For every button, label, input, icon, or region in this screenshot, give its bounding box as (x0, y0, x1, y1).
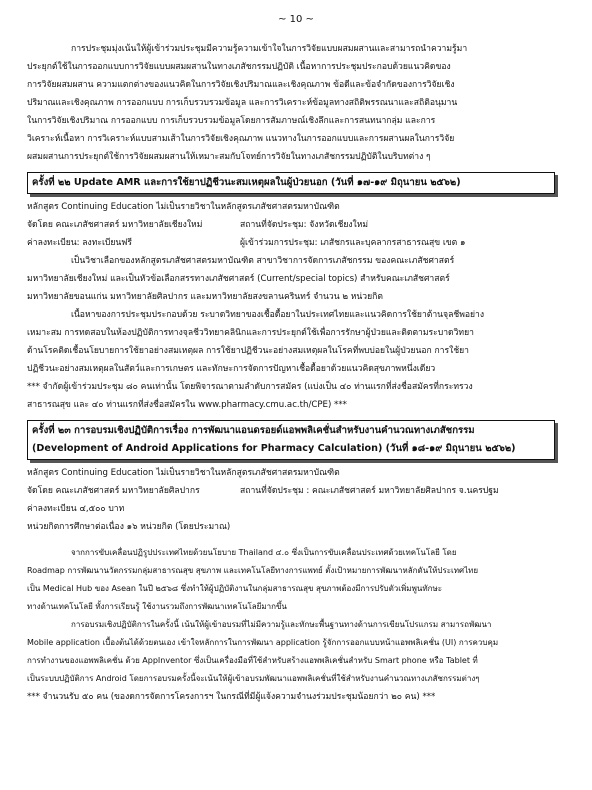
venue: สถานที่จัดประชุม: จังหวัดเชียงใหม่ (240, 220, 369, 230)
section-22-paragraph-1 (27, 252, 557, 306)
organizer-row (27, 482, 557, 500)
text-line: ทางด้านเทคโนโลยี ทั้งการเรียนรู้ ใช้งานรวมถึงการพัฒนาเทคโนโลยีมากขึ้น (27, 602, 287, 611)
section-23-paragraph-1 (27, 544, 557, 616)
section-22-heading (27, 172, 555, 194)
text-line: การอบรมเชิงปฏิบัติการในครั้งนี้ เน้นให้ผู้เข้าอบรมที่ไม่มีความรู้และทักษะพื้นฐานทางด้านการเขียนโปรแกรม สามารถพัฒนา (71, 620, 492, 629)
text-line: เป็นวิชาเลือกของหลักสูตรเภสัชศาสตรมหาบัณฑิต สาขาวิชาการจัดการเภสัชกรรม ของคณะเภสัชศาสตร์ (71, 256, 455, 266)
participants: ผู้เข้าร่วมการประชุม: เภสัชกรและบุคลากรสาธารณสุข เขต ๑ (240, 238, 466, 248)
text-line: เนื้อหาของการประชุมประกอบด้วย ระบาดวิทยาของเชื้อดื้อยาในประเทศไทยและแนวคิดการใช้ยาต้านจุลชีพอย่าง (71, 310, 485, 320)
section-22-paragraph-2 (27, 306, 557, 378)
text-line: Mobile application เบื้องต้นได้ด้วยตนเอง เข้าใจหลักการในการพัฒนา application รู้จักการออกแบบหน้าแอพพลิเคชั่น (UI) การควบคุม (27, 638, 499, 647)
section-23-heading (27, 420, 555, 460)
text-line: เหมาะสม การทดสอบในห้องปฏิบัติการทางจุลชีววิทยาคลินิกและการประยุกต์ใช้เพื่อการรักษาผู้ป่วยและติดตามระบาดวิทยา (27, 328, 474, 338)
text-line: มหาวิทยาลัยเชียงใหม่ และเป็นหัวข้อเลือกสรรทางเภสัชศาสตร์ (Current/special topics) สำหรับคณะเภสัชศาสตร์ (27, 274, 450, 284)
text-line: เป็น Medical Hub ของ Asean ในปี ๒๕๖๘ ซึ่งทำให้ผู้ปฏิบัติงานในกลุ่มสาธารณสุข สุขภาพต้องมีการปรับตัวเพิ่มพูนทักษะ (27, 584, 443, 593)
organizer: จัดโดย คณะเภสัชศาสตร์ มหาวิทยาลัยศิลปากร (27, 486, 200, 496)
intro-line: ปริมาณและเชิงคุณภาพ การออกแบบ การเก็บรวบรวมข้อมูล และการวิเคราะห์ข้อมูลทางสถิติพรรณนาและสถิติอนุมาน (27, 98, 458, 108)
intro-line: วิเคราะห์เนื้อหา การวิเคราะห์แบบสามเส้าในการวิจัยเชิงคุณภาพ แนวทางในการออกแบบและการผสานผลในการวิจัย (27, 134, 455, 144)
section-title: ครั้งที่ ๒๒ Update AMR และการใช้ยาปฏิชีวนะสมเหตุผลในผู้ป่วยนอก (วันที่ ๑๗-๑๙ มิถุนายน ๒๕๖๒) (32, 177, 461, 188)
intro-line: ประยุกต์ใช้ในการออกแบบการวิจัยแบบผสมผสานในทางเภสัชกรรมปฏิบัติ เนื้อหาการประชุมประกอบด้วยแนวคิดของ (27, 62, 451, 72)
note-line: *** จำกัดผู้เข้าร่วมประชุม ๘๐ คนเท่านั้น โดยพิจารณาตามลำดับการสมัคร (แบ่งเป็น ๔๐ ท่านแรกที่ส่งชื่อสมัครที่กระทรวง (27, 382, 473, 392)
registration-fee: ค่าลงทะเบียน: ลงทะเบียนฟรี (27, 238, 132, 248)
note-line: สาธารณสุข และ ๔๐ ท่านแรกที่ส่งชื่อสมัครใน www.pharmacy.cmu.ac.th/CPE) *** (27, 400, 347, 410)
text-line: ด้านโรคติดเชื้อนโยบายการใช้ยาอย่างสมเหตุผล การใช้ยาปฏิชีวนะอย่างสมเหตุผลในโรคที่พบบ่อยในผู้ป่วยนอก การใช้ยา (27, 346, 470, 356)
intro-line: ในการวิจัยเชิงปริมาณ การออกแบบ การเก็บรวบรวมข้อมูลโดยการสัมภาษณ์เชิงลึกและการสนทนากลุ่ม และการ (27, 116, 436, 126)
organizer-row (27, 216, 557, 234)
document-body (27, 40, 557, 706)
intro-line: ผสมผสานการประยุกต์ใช้การวิจัยผสมผสานให้เหมาะสมกับโจทย์การวิจัยในทางเภสัชกรรมปฏิบัติในบริบทต่าง ๆ (27, 152, 431, 162)
text-line: Roadmap การพัฒนานวัตกรรมกลุ่มสาธารณสุข สุขภาพ และเทคโนโลยีทางการแพทย์ ตั้งเป้าหมายการพัฒนาหลักดันให้ประเทศไทย (27, 566, 479, 575)
section-title-line: ครั้งที่ ๒๓ การอบรมเชิงปฏิบัติการเรื่อง การพัฒนาแอนดรอยด์แอพพลิเคชั่นสำหรับงานคำนวณทางเภสัชกรรม (32, 425, 475, 436)
spacer (27, 536, 557, 544)
credit-info: หน่วยกิตการศึกษาต่อเนื่อง ๑๖ หน่วยกิต (โดยประมาณ) (27, 522, 231, 532)
venue: สถานที่จัดประชุม : คณะเภสัชศาสตร์ มหาวิทยาลัยศิลปากร จ.นครปฐม (240, 486, 499, 496)
text-line: จากการขับเคลื่อนปฏิรูปประเทศไทยด้วยนโยบาย Thailand ๔.๐ ซึ่งเป็นการขับเคลื่อนประเทศด้วยเทคโนโลยี โดย (71, 548, 457, 557)
text-line: เป็นระบบปฏิบัติการ Android โดยการอบรมครั้งนี้จะเน้นให้ผู้เข้าอบรมพัฒนาแอพพลิเคชั่นที่ใช้สำหรับงานคำนวณทางเภสัชกรรมต่างๆ (27, 674, 480, 683)
fee-row (27, 234, 557, 252)
organizer: จัดโดย คณะเภสัชศาสตร์ มหาวิทยาลัยเชียงใหม่ (27, 220, 203, 230)
page-number: ~ 10 ~ (278, 14, 314, 25)
registration-fee: ค่าลงทะเบียน ๔,๕๐๐ บาท (27, 504, 125, 514)
intro-line: การประชุมมุ่งเน้นให้ผู้เข้าร่วมประชุมมีความรู้ความเข้าใจในการวิจัยแบบผสมผสานและสามารถนำความรู้มา (71, 44, 468, 54)
text-line: ปฏิชีวนะอย่างสมเหตุผลในสัตว์และการเกษตร และทักษะการจัดการปัญหาเชื้อดื้อยาด้วยแนวคิดสุขภาพหนึ่งเดียว (27, 364, 436, 374)
section-title-line: (Development of Android Applications for Pharmacy Calculation) (วันที่ ๑๘-๑๙ มิถุนายน ๒๕๖๒) (32, 443, 516, 454)
intro-line: การวิจัยผสมผสาน ความแตกต่างของแนวคิดในการวิจัยเชิงปริมาณและเชิงคุณภาพ ข้อดีและข้อจำกัดของการวิจัยเชิง (27, 80, 455, 90)
intro-paragraph (27, 40, 557, 166)
section-23-paragraph-2 (27, 616, 557, 688)
course-info: หลักสูตร Continuing Education ไม่เป็นรายวิชาในหลักสูตรเภสัชศาสตรมหาบัณฑิต (27, 468, 340, 478)
section-22-note (27, 378, 557, 414)
text-line: การทำงานของแอพพลิเคชั่น ด้วย AppInventor ซึ่งเป็นเครื่องมือที่ใช้สำหรับสร้างแอพพลิเคชั่นสำหรับ Smart phone หรือ Tablet ที่ (27, 656, 478, 665)
section-23-note: *** จำนวนรับ ๕๐ คน (ของดการจัดการโครงการฯ ในกรณีที่มีผู้แจ้งความจำนงร่วมประชุมน้อยกว่า ๒๐ คน) *** (27, 692, 436, 702)
text-line: มหาวิทยาลัยขอนแก่น มหาวิทยาลัยศิลปากร และมหาวิทยาลัยสงขลานครินทร์ จำนวน ๒ หน่วยกิต (27, 292, 383, 302)
course-info: หลักสูตร Continuing Education ไม่เป็นรายวิชาในหลักสูตรเภสัชศาสตรมหาบัณฑิต (27, 202, 340, 212)
